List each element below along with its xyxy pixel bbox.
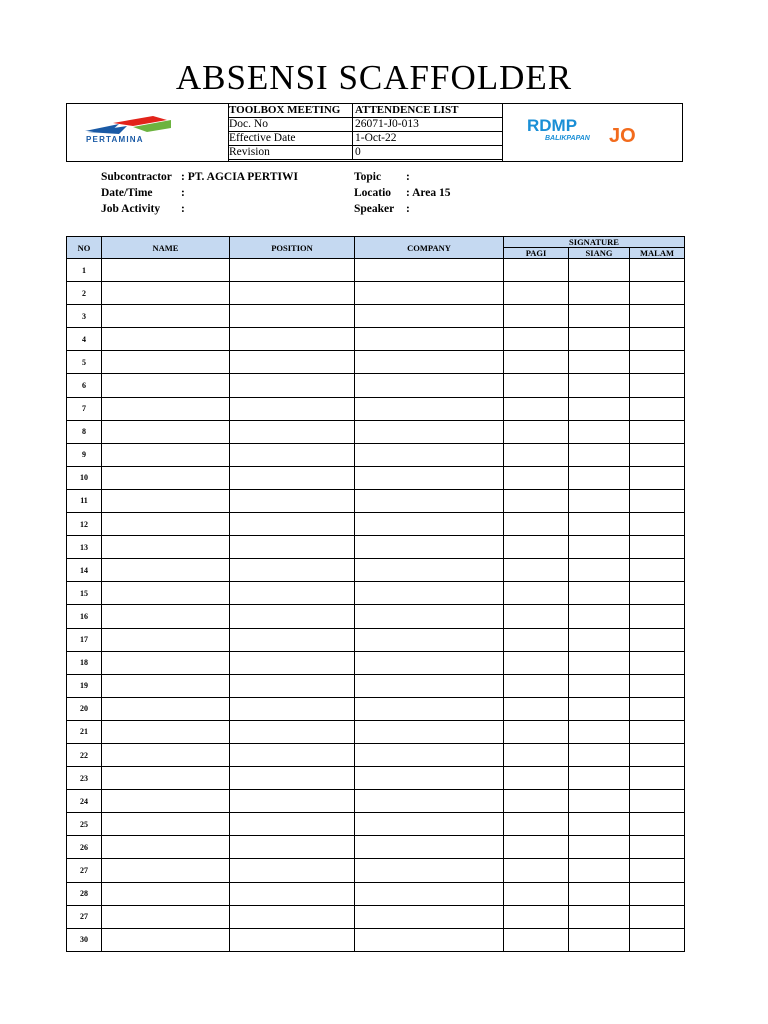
siang-cell[interactable] <box>569 674 630 697</box>
malam-cell[interactable] <box>630 582 685 605</box>
row-number-cell: 7 <box>67 397 102 420</box>
table-row <box>67 489 685 512</box>
document-title: ABSENSI SCAFFOLDER <box>175 58 573 97</box>
name-cell[interactable] <box>102 559 230 582</box>
siang-cell[interactable] <box>569 443 630 466</box>
company-cell[interactable] <box>355 489 504 512</box>
pagi-cell[interactable] <box>504 351 569 374</box>
doc-row-label: Revision <box>229 146 270 158</box>
table-row <box>67 582 685 605</box>
position-cell[interactable] <box>230 905 355 928</box>
location-line <box>354 187 451 199</box>
position-cell[interactable] <box>230 259 355 282</box>
pagi-cell[interactable] <box>504 489 569 512</box>
company-cell[interactable] <box>355 859 504 882</box>
pagi-cell[interactable] <box>504 259 569 282</box>
siang-cell[interactable] <box>569 813 630 836</box>
subcontractor-label: Subcontractor <box>101 171 172 183</box>
column-header-name: NAME <box>102 237 230 259</box>
attendance-table-body <box>67 259 685 952</box>
company-cell[interactable] <box>355 790 504 813</box>
company-cell[interactable] <box>355 582 504 605</box>
malam-cell[interactable] <box>630 674 685 697</box>
rdmp-logo-suffix: JO <box>609 125 636 147</box>
malam-cell[interactable] <box>630 328 685 351</box>
malam-cell[interactable] <box>630 905 685 928</box>
company-cell[interactable] <box>355 697 504 720</box>
doc-row-docno <box>228 118 502 132</box>
column-header-siang: SIANG <box>569 248 630 259</box>
name-cell[interactable] <box>102 374 230 397</box>
siang-cell[interactable] <box>569 466 630 489</box>
table-row <box>67 813 685 836</box>
table-row <box>67 443 685 466</box>
position-cell[interactable] <box>230 720 355 743</box>
malam-cell[interactable] <box>630 882 685 905</box>
malam-cell[interactable] <box>630 813 685 836</box>
company-cell[interactable] <box>355 836 504 859</box>
pagi-cell[interactable] <box>504 466 569 489</box>
malam-cell[interactable] <box>630 628 685 651</box>
row-number-cell: 15 <box>67 582 102 605</box>
name-cell[interactable] <box>102 513 230 536</box>
name-cell[interactable] <box>102 351 230 374</box>
pagi-cell[interactable] <box>504 282 569 305</box>
malam-cell[interactable] <box>630 928 685 951</box>
column-header-pagi: PAGI <box>504 248 569 259</box>
rdmp-logo-sub: BALIKPAPAN <box>545 135 590 142</box>
row-number-cell: 21 <box>67 720 102 743</box>
siang-cell[interactable] <box>569 259 630 282</box>
company-cell[interactable] <box>355 328 504 351</box>
siang-cell[interactable] <box>569 351 630 374</box>
row-number-cell: 6 <box>67 374 102 397</box>
pagi-cell[interactable] <box>504 328 569 351</box>
position-cell[interactable] <box>230 466 355 489</box>
row-number-cell: 4 <box>67 328 102 351</box>
doc-row-value: 1-Oct-22 <box>355 132 397 144</box>
doc-row-value: 26071-J0-013 <box>355 118 419 130</box>
table-row <box>67 259 685 282</box>
position-cell[interactable] <box>230 767 355 790</box>
siang-cell[interactable] <box>569 489 630 512</box>
row-number-cell: 9 <box>67 443 102 466</box>
table-row <box>67 928 685 951</box>
position-cell[interactable] <box>230 513 355 536</box>
table-row <box>67 351 685 374</box>
siang-cell[interactable] <box>569 582 630 605</box>
row-number-cell: 1 <box>67 259 102 282</box>
siang-cell[interactable] <box>569 397 630 420</box>
pertamina-logo-text: PERTAMINA <box>86 135 144 144</box>
table-row <box>67 697 685 720</box>
column-header-no: NO <box>67 237 102 259</box>
siang-cell[interactable] <box>569 420 630 443</box>
row-number-cell: 27 <box>67 905 102 928</box>
position-cell[interactable] <box>230 859 355 882</box>
malam-cell[interactable] <box>630 420 685 443</box>
pagi-cell[interactable] <box>504 559 569 582</box>
table-row <box>67 767 685 790</box>
siang-cell[interactable] <box>569 513 630 536</box>
rdmp-logo-icon <box>503 104 683 161</box>
malam-cell[interactable] <box>630 466 685 489</box>
malam-cell[interactable] <box>630 513 685 536</box>
pagi-cell[interactable] <box>504 397 569 420</box>
column-header-malam: MALAM <box>630 248 685 259</box>
topic-value: : <box>406 171 410 183</box>
name-cell[interactable] <box>102 697 230 720</box>
position-cell[interactable] <box>230 697 355 720</box>
malam-cell[interactable] <box>630 489 685 512</box>
name-cell[interactable] <box>102 605 230 628</box>
document-header <box>66 103 683 162</box>
row-number-cell: 20 <box>67 697 102 720</box>
pagi-cell[interactable] <box>504 697 569 720</box>
doc-row-label: Effective Date <box>229 132 296 144</box>
company-cell[interactable] <box>355 374 504 397</box>
malam-cell[interactable] <box>630 351 685 374</box>
siang-cell[interactable] <box>569 305 630 328</box>
pagi-cell[interactable] <box>504 605 569 628</box>
siang-cell[interactable] <box>569 651 630 674</box>
position-cell[interactable] <box>230 282 355 305</box>
pagi-cell[interactable] <box>504 882 569 905</box>
malam-cell[interactable] <box>630 720 685 743</box>
location-value: : Area 15 <box>406 187 451 199</box>
position-cell[interactable] <box>230 836 355 859</box>
malam-cell[interactable] <box>630 836 685 859</box>
siang-cell[interactable] <box>569 328 630 351</box>
doc-row-revision <box>228 146 502 160</box>
topic-line <box>354 171 410 183</box>
company-cell[interactable] <box>355 767 504 790</box>
column-header-position: POSITION <box>230 237 355 259</box>
document-info-grid <box>228 104 502 161</box>
position-cell[interactable] <box>230 305 355 328</box>
siang-cell[interactable] <box>569 628 630 651</box>
doc-row-value: ATTENDENCE LIST <box>355 104 459 116</box>
malam-cell[interactable] <box>630 790 685 813</box>
row-number-cell: 27 <box>67 859 102 882</box>
pagi-cell[interactable] <box>504 674 569 697</box>
company-cell[interactable] <box>355 536 504 559</box>
position-cell[interactable] <box>230 397 355 420</box>
name-cell[interactable] <box>102 928 230 951</box>
siang-cell[interactable] <box>569 374 630 397</box>
rdmp-logo-main: RDMP <box>527 116 578 135</box>
pagi-cell[interactable] <box>504 743 569 766</box>
malam-cell[interactable] <box>630 282 685 305</box>
doc-row-label: TOOLBOX MEETING <box>229 104 341 116</box>
company-cell[interactable] <box>355 720 504 743</box>
position-cell[interactable] <box>230 651 355 674</box>
company-cell[interactable] <box>355 259 504 282</box>
table-row <box>67 397 685 420</box>
table-row <box>67 420 685 443</box>
company-cell[interactable] <box>355 928 504 951</box>
position-cell[interactable] <box>230 628 355 651</box>
company-cell[interactable] <box>355 651 504 674</box>
position-cell[interactable] <box>230 374 355 397</box>
company-cell[interactable] <box>355 559 504 582</box>
malam-cell[interactable] <box>630 859 685 882</box>
position-cell[interactable] <box>230 443 355 466</box>
name-cell[interactable] <box>102 836 230 859</box>
job-activity-value: : <box>181 203 185 215</box>
job-activity-label: Job Activity <box>101 203 161 215</box>
row-number-cell: 13 <box>67 536 102 559</box>
pagi-cell[interactable] <box>504 513 569 536</box>
row-number-cell: 12 <box>67 513 102 536</box>
table-row <box>67 374 685 397</box>
name-cell[interactable] <box>102 905 230 928</box>
name-cell[interactable] <box>102 282 230 305</box>
siang-cell[interactable] <box>569 836 630 859</box>
row-number-cell: 30 <box>67 928 102 951</box>
pagi-cell[interactable] <box>504 374 569 397</box>
position-cell[interactable] <box>230 351 355 374</box>
malam-cell[interactable] <box>630 559 685 582</box>
malam-cell[interactable] <box>630 374 685 397</box>
position-cell[interactable] <box>230 882 355 905</box>
table-row <box>67 651 685 674</box>
table-row <box>67 328 685 351</box>
table-row <box>67 513 685 536</box>
malam-cell[interactable] <box>630 651 685 674</box>
name-cell[interactable] <box>102 790 230 813</box>
speaker-line <box>354 203 410 215</box>
siang-cell[interactable] <box>569 697 630 720</box>
siang-cell[interactable] <box>569 790 630 813</box>
pagi-cell[interactable] <box>504 767 569 790</box>
company-cell[interactable] <box>355 882 504 905</box>
pagi-cell[interactable] <box>504 836 569 859</box>
company-cell[interactable] <box>355 351 504 374</box>
row-number-cell: 11 <box>67 489 102 512</box>
table-row <box>67 859 685 882</box>
name-cell[interactable] <box>102 582 230 605</box>
pagi-cell[interactable] <box>504 443 569 466</box>
row-number-cell: 5 <box>67 351 102 374</box>
name-cell[interactable] <box>102 420 230 443</box>
topic-label: Topic <box>354 171 382 183</box>
pertamina-logo-icon <box>67 104 228 161</box>
row-number-cell: 2 <box>67 282 102 305</box>
table-row <box>67 466 685 489</box>
siang-cell[interactable] <box>569 536 630 559</box>
siang-cell[interactable] <box>569 282 630 305</box>
name-cell[interactable] <box>102 536 230 559</box>
company-cell[interactable] <box>355 605 504 628</box>
row-number-cell: 24 <box>67 790 102 813</box>
table-row <box>67 282 685 305</box>
position-cell[interactable] <box>230 674 355 697</box>
name-cell[interactable] <box>102 305 230 328</box>
siang-cell[interactable] <box>569 767 630 790</box>
name-cell[interactable] <box>102 743 230 766</box>
position-cell[interactable] <box>230 536 355 559</box>
company-cell[interactable] <box>355 513 504 536</box>
table-row <box>67 882 685 905</box>
malam-cell[interactable] <box>630 767 685 790</box>
name-cell[interactable] <box>102 397 230 420</box>
speaker-value: : <box>406 203 410 215</box>
pagi-cell[interactable] <box>504 305 569 328</box>
job-activity-line <box>101 203 185 215</box>
malam-cell[interactable] <box>630 697 685 720</box>
rdmp-logo <box>502 104 683 161</box>
company-cell[interactable] <box>355 466 504 489</box>
siang-cell[interactable] <box>569 559 630 582</box>
name-cell[interactable] <box>102 720 230 743</box>
table-row <box>67 305 685 328</box>
name-cell[interactable] <box>102 767 230 790</box>
pertamina-logo <box>67 104 229 161</box>
pagi-cell[interactable] <box>504 582 569 605</box>
position-cell[interactable] <box>230 582 355 605</box>
position-cell[interactable] <box>230 605 355 628</box>
name-cell[interactable] <box>102 882 230 905</box>
doc-row-title <box>228 104 502 118</box>
pagi-cell[interactable] <box>504 905 569 928</box>
position-cell[interactable] <box>230 743 355 766</box>
position-cell[interactable] <box>230 813 355 836</box>
name-cell[interactable] <box>102 489 230 512</box>
table-row <box>67 743 685 766</box>
pagi-cell[interactable] <box>504 536 569 559</box>
attendance-table <box>66 236 685 952</box>
malam-cell[interactable] <box>630 536 685 559</box>
pagi-cell[interactable] <box>504 928 569 951</box>
siang-cell[interactable] <box>569 743 630 766</box>
company-cell[interactable] <box>355 628 504 651</box>
name-cell[interactable] <box>102 813 230 836</box>
row-number-cell: 18 <box>67 651 102 674</box>
pagi-cell[interactable] <box>504 628 569 651</box>
position-cell[interactable] <box>230 928 355 951</box>
table-row <box>67 790 685 813</box>
position-cell[interactable] <box>230 790 355 813</box>
siang-cell[interactable] <box>569 720 630 743</box>
name-cell[interactable] <box>102 259 230 282</box>
doc-row-value: 0 <box>355 146 361 158</box>
siang-cell[interactable] <box>569 882 630 905</box>
datetime-line <box>101 187 185 199</box>
row-number-cell: 3 <box>67 305 102 328</box>
company-cell[interactable] <box>355 282 504 305</box>
malam-cell[interactable] <box>630 397 685 420</box>
malam-cell[interactable] <box>630 605 685 628</box>
doc-row-effective-date <box>228 132 502 146</box>
row-number-cell: 8 <box>67 420 102 443</box>
column-header-company: COMPANY <box>355 237 504 259</box>
siang-cell[interactable] <box>569 605 630 628</box>
company-cell[interactable] <box>355 743 504 766</box>
table-row <box>67 674 685 697</box>
name-cell[interactable] <box>102 628 230 651</box>
row-number-cell: 26 <box>67 836 102 859</box>
company-cell[interactable] <box>355 905 504 928</box>
pagi-cell[interactable] <box>504 790 569 813</box>
pagi-cell[interactable] <box>504 720 569 743</box>
subcontractor-line <box>101 171 298 183</box>
subcontractor-value: : PT. AGCIA PERTIWI <box>181 171 298 183</box>
table-row <box>67 836 685 859</box>
table-row <box>67 905 685 928</box>
name-cell[interactable] <box>102 466 230 489</box>
datetime-value: : <box>181 187 185 199</box>
siang-cell[interactable] <box>569 928 630 951</box>
row-number-cell: 19 <box>67 674 102 697</box>
position-cell[interactable] <box>230 420 355 443</box>
siang-cell[interactable] <box>569 905 630 928</box>
position-cell[interactable] <box>230 559 355 582</box>
pagi-cell[interactable] <box>504 859 569 882</box>
company-cell[interactable] <box>355 443 504 466</box>
datetime-label: Date/Time <box>101 187 153 199</box>
table-row <box>67 559 685 582</box>
name-cell[interactable] <box>102 674 230 697</box>
company-cell[interactable] <box>355 305 504 328</box>
pagi-cell[interactable] <box>504 813 569 836</box>
table-row <box>67 536 685 559</box>
doc-row-label: Doc. No <box>229 118 268 130</box>
row-number-cell: 25 <box>67 813 102 836</box>
company-cell[interactable] <box>355 813 504 836</box>
column-header-signature: SIGNATURE <box>504 237 685 248</box>
malam-cell[interactable] <box>630 305 685 328</box>
name-cell[interactable] <box>102 328 230 351</box>
row-number-cell: 17 <box>67 628 102 651</box>
pagi-cell[interactable] <box>504 651 569 674</box>
table-row <box>67 628 685 651</box>
row-number-cell: 16 <box>67 605 102 628</box>
row-number-cell: 10 <box>67 466 102 489</box>
table-row <box>67 605 685 628</box>
malam-cell[interactable] <box>630 259 685 282</box>
malam-cell[interactable] <box>630 443 685 466</box>
name-cell[interactable] <box>102 651 230 674</box>
row-number-cell: 22 <box>67 743 102 766</box>
company-cell[interactable] <box>355 397 504 420</box>
row-number-cell: 23 <box>67 767 102 790</box>
pagi-cell[interactable] <box>504 420 569 443</box>
row-number-cell: 28 <box>67 882 102 905</box>
location-label: Locatio <box>354 187 392 199</box>
position-cell[interactable] <box>230 328 355 351</box>
siang-cell[interactable] <box>569 859 630 882</box>
speaker-label: Speaker <box>354 203 395 215</box>
name-cell[interactable] <box>102 859 230 882</box>
row-number-cell: 14 <box>67 559 102 582</box>
position-cell[interactable] <box>230 489 355 512</box>
table-row <box>67 720 685 743</box>
name-cell[interactable] <box>102 443 230 466</box>
company-cell[interactable] <box>355 420 504 443</box>
malam-cell[interactable] <box>630 743 685 766</box>
company-cell[interactable] <box>355 674 504 697</box>
